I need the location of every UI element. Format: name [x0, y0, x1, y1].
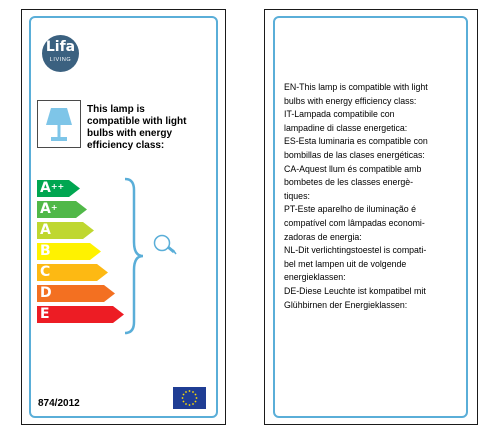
compatibility-line: compatible with light: [87, 116, 187, 127]
energy-class-bar: [37, 222, 94, 239]
label-frame: [29, 16, 218, 418]
statement-line: NL-Dit verlichtingstoestel is compati-: [284, 245, 427, 256]
statement-line: DE-Diese Leuchte ist kompatibel mit: [284, 285, 426, 296]
energy-class-label: C: [40, 264, 51, 280]
statement-line: tiques:: [284, 190, 310, 201]
statement-line: ES-Esta luminaria es compatible con: [284, 136, 428, 147]
energy-class-bar: [37, 306, 124, 323]
statement-line: zadoras de energia:: [284, 231, 362, 242]
energy-label-left: [21, 9, 226, 425]
statement-line: IT-Lampada compatibile con: [284, 109, 395, 120]
energy-class-bar: [37, 201, 87, 218]
energy-class-label: A++: [40, 180, 65, 196]
logo-wordmark: Lifa: [45, 39, 76, 55]
compatibility-line: efficiency class:: [87, 140, 165, 151]
energy-class-bar: [37, 285, 115, 302]
brand-logo: [42, 35, 79, 72]
statement-line: energieklassen:: [284, 272, 346, 283]
regulation-number: 874/2012: [38, 398, 80, 409]
energy-class-label: A+: [40, 201, 58, 217]
statement-line: bulbs with energy efficiency class:: [284, 95, 417, 106]
statement-line: Glühbirnen der Energieklassen:: [284, 299, 408, 310]
statement-line: compatível com lâmpadas economi-: [284, 217, 425, 228]
eu-flag-icon: [173, 387, 206, 409]
statement-line: bel met lampen uit de volgende: [284, 258, 407, 269]
multilingual-statement: [284, 81, 466, 312]
statement-line: bombillas de las clases energéticas:: [284, 149, 425, 160]
energy-class-label: B: [40, 243, 51, 259]
energy-label-right: [264, 9, 478, 425]
compatibility-line: bulbs with energy: [87, 128, 173, 139]
curly-brace: [123, 176, 145, 336]
energy-class-bar: [37, 180, 80, 197]
logo-subtitle: LIVING: [49, 57, 72, 63]
statement-line: PT-Este aparelho de iluminação é: [284, 204, 417, 215]
label-frame: [273, 16, 468, 418]
compatibility-statement: [87, 104, 207, 152]
energy-class-label: D: [40, 285, 52, 301]
energy-class-bar: [37, 243, 101, 260]
statement-line: CA-Aquest llum és compatible amb: [284, 163, 422, 174]
energy-class-label: A: [40, 222, 51, 238]
energy-class-label: E: [40, 306, 50, 322]
compatibility-line: This lamp is: [87, 104, 145, 115]
table-lamp-icon: [37, 100, 81, 148]
statement-line: EN-This lamp is compatible with light: [284, 82, 428, 92]
energy-class-bar: [37, 264, 108, 281]
statement-line: lampadine di classe energetica:: [284, 122, 408, 133]
light-bulb-icon: [152, 232, 178, 258]
statement-line: bombetes de les classes energè-: [284, 177, 414, 188]
